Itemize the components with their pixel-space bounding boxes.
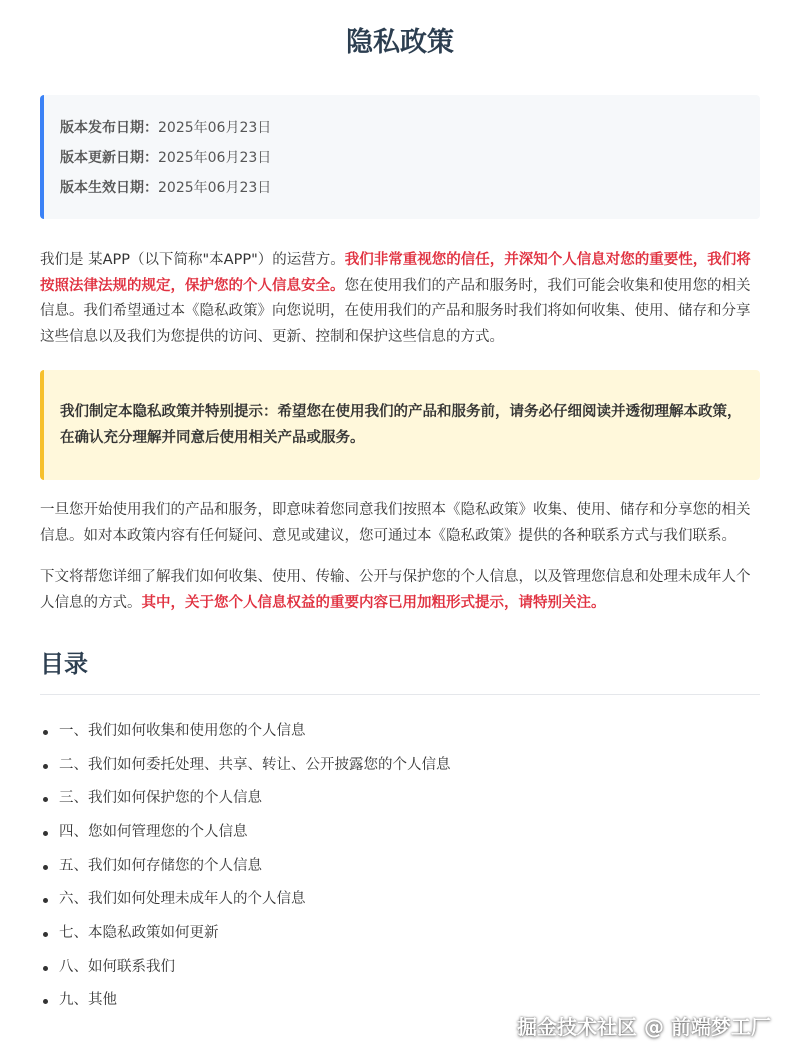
- release-date-row: [60, 113, 760, 143]
- overview-highlight: 其中，关于您个人信息权益的重要内容已用加粗形式提示，请特别关注。: [141, 594, 606, 611]
- toc-heading: 目录: [40, 648, 760, 695]
- toc-item-label: 二、我们如何委托处理、共享、转让、公开披露您的个人信息: [59, 756, 451, 773]
- toc-item-5[interactable]: [40, 850, 760, 884]
- toc-item-3[interactable]: [40, 782, 760, 816]
- bullet-dot-icon: [43, 764, 48, 769]
- bullet-dot-icon: [43, 999, 48, 1004]
- bullet-dot-icon: [43, 898, 48, 903]
- bullet-dot-icon: [43, 865, 48, 870]
- intro-text-end: 您在使用我们的产品和服务时，我们可能会收集和使用您的相关信息。我们希望通过本《隐私政策》向您说明，在使用我们的产品和服务时我们将如何收集、使用、储存和分享这些信息以及我们为您提供的访问、更新、控制和保护这些信息的方式。: [40, 277, 751, 345]
- intro-text-start: 我们是 某APP（以下简称"本APP"）的运营方。: [40, 252, 345, 268]
- bullet-dot-icon: [43, 797, 48, 802]
- effective-date-row: [60, 173, 760, 203]
- toc-item-label: 六、我们如何处理未成年人的个人信息: [59, 891, 306, 908]
- intro-paragraph: [40, 248, 760, 350]
- toc-item-label: 九、其他: [59, 992, 117, 1009]
- special-notice-box: 我们制定本隐私政策并特别提示：希望您在使用我们的产品和服务前，请务必仔细阅读并透彻理解本政策，在确认充分理解并同意后使用相关产品或服务。: [40, 370, 760, 480]
- bullet-dot-icon: [43, 831, 48, 836]
- version-dates-box: [40, 95, 760, 219]
- toc-item-2[interactable]: [40, 749, 760, 783]
- toc-list: [40, 715, 760, 1018]
- toc-item-1[interactable]: [40, 715, 760, 749]
- toc-item-4[interactable]: [40, 816, 760, 850]
- toc-item-6[interactable]: [40, 883, 760, 917]
- release-date-value: 2025年06月23日: [158, 120, 272, 136]
- update-date-label: 版本更新日期：: [60, 150, 158, 166]
- toc-item-label: 三、我们如何保护您的个人信息: [59, 790, 262, 807]
- toc-item-label: 五、我们如何存储您的个人信息: [59, 857, 262, 874]
- bullet-dot-icon: [43, 730, 48, 735]
- source-watermark: 掘金技术社区 @ 前端梦工厂: [517, 1015, 771, 1039]
- release-date-label: 版本发布日期：: [60, 120, 158, 136]
- privacy-policy-page: [40, 0, 760, 1018]
- overview-text: 下文将帮您详细了解我们如何收集、使用、传输、公开与保护您的个人信息，以及管理您信息和处理未成年人个人信息的方式。: [40, 569, 751, 611]
- bullet-dot-icon: [43, 932, 48, 937]
- toc-item-label: 四、您如何管理您的个人信息: [59, 823, 248, 840]
- bullet-dot-icon: [43, 966, 48, 971]
- effective-date-label: 版本生效日期：: [60, 180, 158, 196]
- toc-item-7[interactable]: [40, 917, 760, 951]
- effective-date-value: 2025年06月23日: [158, 180, 272, 196]
- consent-paragraph: 一旦您开始使用我们的产品和服务，即意味着您同意我们按照本《隐私政策》收集、使用、储存和分享您的相关信息。如对本政策内容有任何疑问、意见或建议，您可通过本《隐私政策》提供的各种联系方式与我们联系。: [40, 502, 751, 544]
- page-title: 隐私政策: [346, 27, 454, 58]
- overview-paragraph: [40, 565, 760, 616]
- toc-item-8[interactable]: [40, 951, 760, 985]
- update-date-value: 2025年06月23日: [158, 150, 272, 166]
- intro-highlight: 我们非常重视您的信任，并深知个人信息对您的重要性，我们将按照法律法规的规定，保护您的个人信息安全。: [40, 252, 751, 294]
- toc-item-label: 一、我们如何收集和使用您的个人信息: [59, 722, 306, 739]
- toc-item-label: 八、如何联系我们: [59, 958, 175, 975]
- toc-item-label: 七、本隐私政策如何更新: [59, 925, 219, 942]
- update-date-row: [60, 143, 760, 173]
